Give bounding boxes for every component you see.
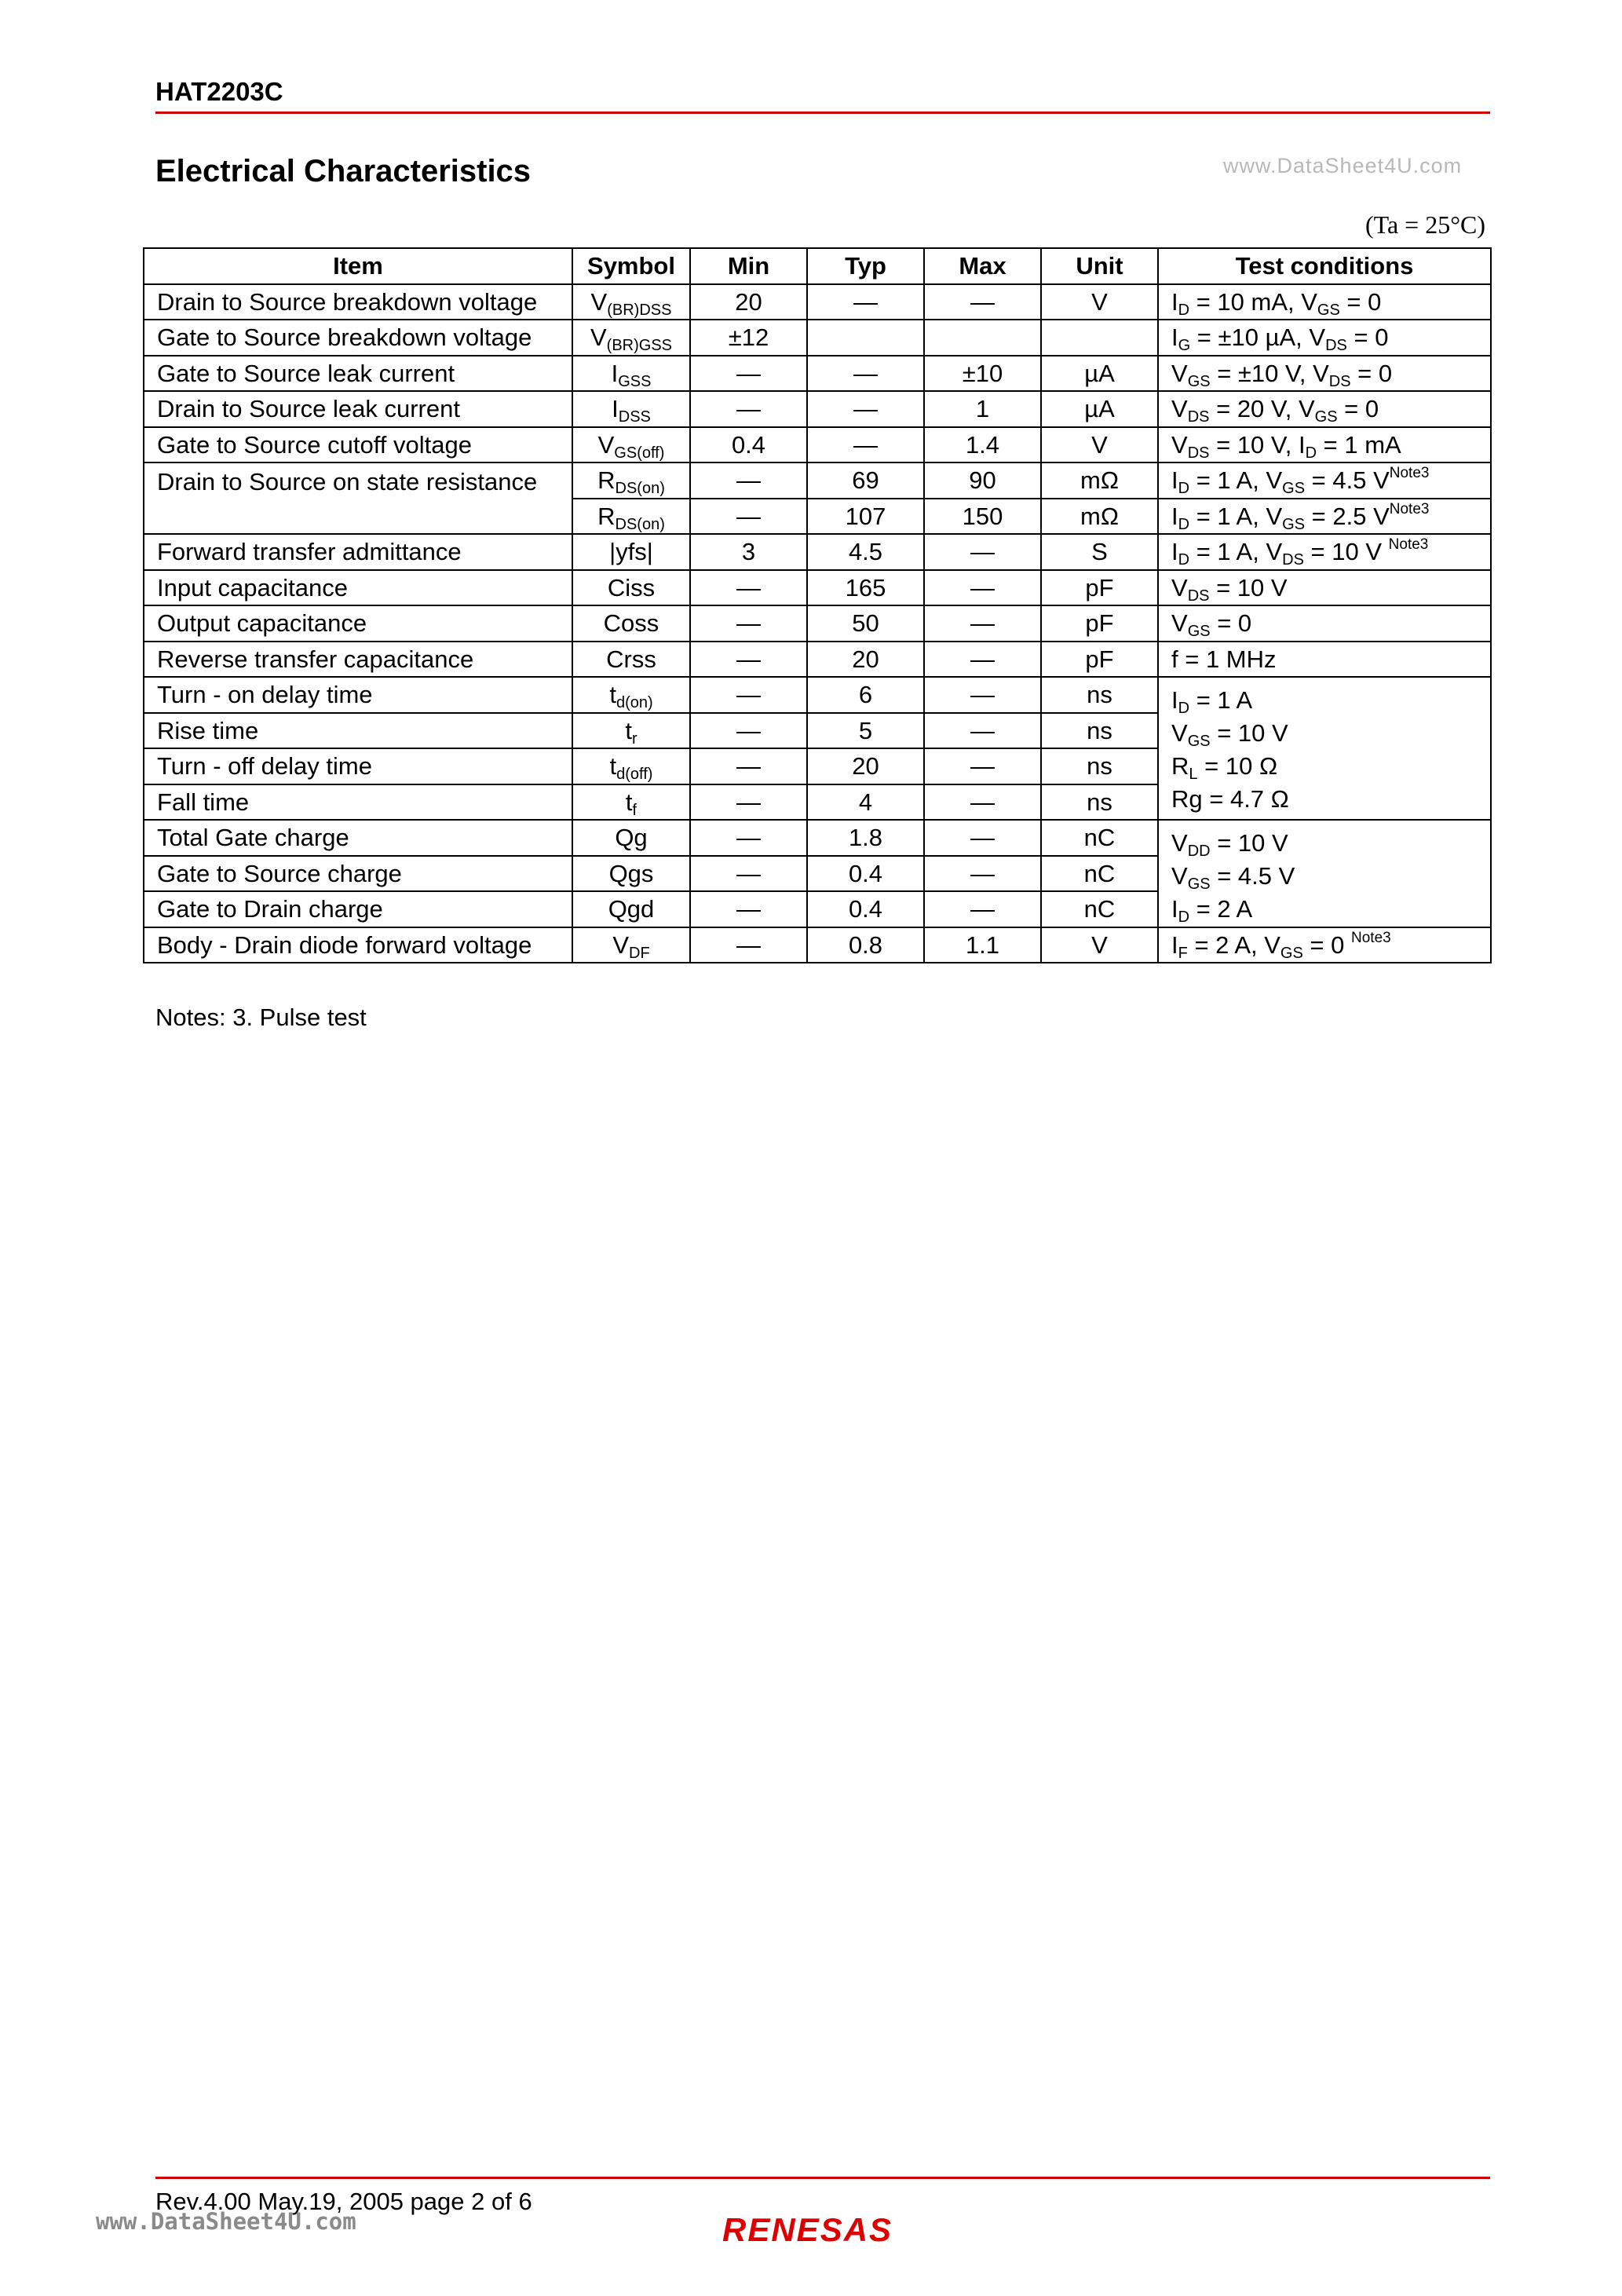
max-cell: 1.4 xyxy=(924,427,1041,463)
min-cell: 20 xyxy=(690,284,807,320)
min-cell: ±12 xyxy=(690,320,807,356)
max-cell: — xyxy=(924,713,1041,749)
symbol-subscript: GSS xyxy=(618,372,652,390)
condition-text: I xyxy=(1171,930,1178,959)
symbol-main: t xyxy=(625,788,633,816)
unit-cell: V xyxy=(1041,927,1158,963)
condition-line xyxy=(1171,783,1490,816)
condition-subscript: L xyxy=(1189,766,1198,783)
symbol-main: Qgs xyxy=(608,859,654,887)
unit-cell: V xyxy=(1041,284,1158,320)
max-cell: 1.1 xyxy=(924,927,1041,963)
min-cell: — xyxy=(690,856,807,892)
symbol-main: Ciss xyxy=(607,573,656,601)
item-cell: Drain to Source breakdown voltage xyxy=(144,284,572,320)
symbol-cell xyxy=(572,320,690,356)
column-header: Unit xyxy=(1041,248,1158,284)
unit-cell: S xyxy=(1041,534,1158,570)
symbol-subscript: (BR)DSS xyxy=(607,301,672,319)
condition-text: V xyxy=(1171,862,1188,890)
condition-subscript: DS xyxy=(1325,337,1347,355)
symbol-main: V xyxy=(597,430,615,459)
condition-text: V xyxy=(1171,573,1188,601)
symbol-cell xyxy=(572,784,690,821)
test-condition-cell xyxy=(1158,356,1491,392)
unit-cell: mΩ xyxy=(1041,499,1158,535)
note-reference: Note3 xyxy=(1351,929,1391,946)
condition-subscript: DS xyxy=(1187,587,1210,605)
condition-text: I xyxy=(1171,287,1178,316)
watermark-top: www.DataSheet4U.com xyxy=(1223,154,1463,177)
column-header: Max xyxy=(924,248,1041,284)
symbol-main: t xyxy=(609,752,617,781)
max-cell: 90 xyxy=(924,462,1041,499)
symbol-subscript: d(on) xyxy=(616,694,653,712)
symbol-cell xyxy=(572,820,690,856)
item-cell: Gate to Source cutoff voltage xyxy=(144,427,572,463)
table-row xyxy=(144,605,1491,642)
condition-text: V xyxy=(1171,395,1188,423)
item-cell: Fall time xyxy=(144,784,572,821)
symbol-main: Crss xyxy=(606,645,656,673)
typ-cell: 0.4 xyxy=(807,891,924,927)
condition-text: I xyxy=(1171,466,1178,495)
condition-text: V xyxy=(1171,609,1188,638)
condition-subscript: F xyxy=(1178,944,1188,962)
typ-cell: 20 xyxy=(807,642,924,678)
condition-text: = 0 xyxy=(1346,324,1389,352)
test-condition-cell xyxy=(1158,570,1491,606)
condition-subscript: D xyxy=(1305,444,1317,462)
unit-cell: pF xyxy=(1041,570,1158,606)
typ-cell: — xyxy=(807,391,924,427)
typ-cell: 50 xyxy=(807,605,924,642)
symbol-cell xyxy=(572,748,690,784)
condition-text: = 10 Ω xyxy=(1197,752,1278,780)
condition-line xyxy=(1171,893,1490,926)
min-cell: — xyxy=(690,391,807,427)
condition-text: = 10 V xyxy=(1303,538,1389,566)
item-cell: Reverse transfer capacitance xyxy=(144,642,572,678)
condition-text: = 2.5 V xyxy=(1305,502,1390,530)
condition-text: = 10 mA, V xyxy=(1189,287,1317,316)
condition-text: = ±10 V, V xyxy=(1210,359,1329,387)
condition-text: = 10 V xyxy=(1210,719,1288,747)
symbol-subscript: d(off) xyxy=(616,766,653,784)
condition-subscript: GS xyxy=(1187,372,1211,390)
symbol-cell xyxy=(572,284,690,320)
condition-subscript: D xyxy=(1178,700,1190,717)
condition-text: = 0 xyxy=(1339,287,1382,316)
typ-cell: 1.8 xyxy=(807,820,924,856)
min-cell: — xyxy=(690,462,807,499)
condition-subscript: D xyxy=(1178,909,1190,926)
symbol-main: t xyxy=(625,716,632,744)
table-row xyxy=(144,570,1491,606)
symbol-subscript: (BR)GSS xyxy=(606,337,673,355)
condition-line xyxy=(1171,684,1490,717)
typ-cell: 4.5 xyxy=(807,534,924,570)
condition-subscript: DS xyxy=(1282,551,1304,569)
unit-cell: ns xyxy=(1041,748,1158,784)
condition-text: = 1 A, V xyxy=(1189,538,1283,566)
condition-text: = 0 xyxy=(1350,359,1393,387)
symbol-subscript: f xyxy=(632,801,637,819)
symbol-cell xyxy=(572,713,690,749)
max-cell: 1 xyxy=(924,391,1041,427)
test-condition-cell xyxy=(1158,820,1491,927)
typ-cell: 0.8 xyxy=(807,927,924,963)
symbol-main: |yfs| xyxy=(609,538,653,566)
watermark-bottom: www.DataSheet4U.com xyxy=(96,2208,356,2235)
condition-subscript: GS xyxy=(1187,733,1211,750)
unit-cell: ns xyxy=(1041,677,1158,713)
item-cell: Gate to Source charge xyxy=(144,856,572,892)
condition-text: = 10 V, I xyxy=(1209,430,1306,459)
unit-cell: ns xyxy=(1041,713,1158,749)
item-cell: Rise time xyxy=(144,713,572,749)
min-cell: — xyxy=(690,605,807,642)
condition-text: = 0 xyxy=(1210,609,1252,638)
unit-cell: nC xyxy=(1041,891,1158,927)
table-row xyxy=(144,391,1491,427)
condition-text: = 1 A xyxy=(1189,686,1253,714)
condition-subscript: GS xyxy=(1317,301,1340,319)
symbol-cell xyxy=(572,391,690,427)
min-cell: — xyxy=(690,642,807,678)
column-header: Item xyxy=(144,248,572,284)
condition-subscript: G xyxy=(1178,337,1191,355)
table-row xyxy=(144,927,1491,963)
condition-text: = 0 xyxy=(1302,930,1351,959)
symbol-main: R xyxy=(597,502,616,530)
condition-text: = 20 V, V xyxy=(1209,395,1315,423)
item-cell: Drain to Source on state resistance xyxy=(144,462,572,534)
symbol-main: V xyxy=(590,287,608,316)
item-cell: Turn - off delay time xyxy=(144,748,572,784)
max-cell: — xyxy=(924,784,1041,821)
symbol-cell xyxy=(572,462,690,499)
condition-subscript: GS xyxy=(1187,623,1211,641)
condition-text: I xyxy=(1171,324,1178,352)
table-row xyxy=(144,284,1491,320)
item-cell: Gate to Source leak current xyxy=(144,356,572,392)
symbol-main: t xyxy=(609,681,616,709)
condition-text: = 1 A, V xyxy=(1189,466,1283,495)
condition-text: = 4.5 V xyxy=(1305,466,1390,495)
item-cell: Body - Drain diode forward voltage xyxy=(144,927,572,963)
item-cell: Forward transfer admittance xyxy=(144,534,572,570)
test-condition-cell xyxy=(1158,927,1491,963)
typ-cell: 165 xyxy=(807,570,924,606)
table-row xyxy=(144,677,1491,713)
symbol-main: I xyxy=(612,395,619,423)
min-cell: — xyxy=(690,784,807,821)
footer-rule xyxy=(155,2177,1490,2179)
condition-text: = 2 A, V xyxy=(1187,930,1280,959)
test-condition-cell xyxy=(1158,642,1491,678)
symbol-main: Qgd xyxy=(608,895,655,923)
condition-text: = 2 A xyxy=(1189,895,1253,923)
condition-text: V xyxy=(1171,829,1188,857)
min-cell: — xyxy=(690,499,807,535)
symbol-subscript: DSS xyxy=(618,408,651,426)
item-cell: Turn - on delay time xyxy=(144,677,572,713)
min-cell: 0.4 xyxy=(690,427,807,463)
header-rule xyxy=(155,112,1490,114)
symbol-cell xyxy=(572,642,690,678)
test-condition-cell xyxy=(1158,320,1491,356)
condition-subscript: DD xyxy=(1187,843,1211,860)
typ-cell: 107 xyxy=(807,499,924,535)
max-cell: — xyxy=(924,856,1041,892)
item-cell: Gate to Drain charge xyxy=(144,891,572,927)
typ-cell xyxy=(807,320,924,356)
unit-cell: mΩ xyxy=(1041,462,1158,499)
max-cell: ±10 xyxy=(924,356,1041,392)
condition-line xyxy=(1171,717,1490,750)
symbol-cell xyxy=(572,570,690,606)
max-cell: — xyxy=(924,642,1041,678)
symbol-cell xyxy=(572,856,690,892)
min-cell: 3 xyxy=(690,534,807,570)
unit-cell: pF xyxy=(1041,642,1158,678)
test-condition-cell xyxy=(1158,462,1491,499)
symbol-cell xyxy=(572,605,690,642)
symbol-main: V xyxy=(590,324,607,352)
typ-cell: 20 xyxy=(807,748,924,784)
test-condition-cell xyxy=(1158,677,1491,820)
condition-subscript: D xyxy=(1178,301,1190,319)
min-cell: — xyxy=(690,356,807,392)
condition-text: V xyxy=(1171,719,1188,747)
typ-cell: — xyxy=(807,356,924,392)
unit-cell: nC xyxy=(1041,856,1158,892)
document-id: HAT2203C xyxy=(155,77,283,106)
condition-subscript: D xyxy=(1178,480,1190,498)
max-cell: — xyxy=(924,534,1041,570)
condition-subscript: GS xyxy=(1282,480,1306,498)
condition-line xyxy=(1171,860,1490,893)
renesas-logo: RENESAS xyxy=(722,2211,893,2248)
test-condition-cell xyxy=(1158,534,1491,570)
min-cell: — xyxy=(690,570,807,606)
unit-cell: µA xyxy=(1041,391,1158,427)
condition-text: I xyxy=(1171,538,1178,566)
item-cell: Input capacitance xyxy=(144,570,572,606)
max-cell: — xyxy=(924,677,1041,713)
unit-cell: nC xyxy=(1041,820,1158,856)
column-header: Symbol xyxy=(572,248,690,284)
item-cell: Gate to Source breakdown voltage xyxy=(144,320,572,356)
condition-text: = 1 mA xyxy=(1317,430,1401,459)
table-row xyxy=(144,534,1491,570)
unit-cell: ns xyxy=(1041,784,1158,821)
typ-cell: 0.4 xyxy=(807,856,924,892)
item-cell: Total Gate charge xyxy=(144,820,572,856)
unit-cell: µA xyxy=(1041,356,1158,392)
revision-info: Rev.4.00 May.19, 2005 page 2 of 6 xyxy=(155,2188,532,2215)
condition-subscript: D xyxy=(1178,515,1190,533)
symbol-subscript: DS(on) xyxy=(615,480,665,498)
test-condition-cell xyxy=(1158,499,1491,535)
typ-cell: 6 xyxy=(807,677,924,713)
max-cell xyxy=(924,320,1041,356)
max-cell: — xyxy=(924,820,1041,856)
symbol-main: R xyxy=(597,466,616,495)
condition-text: Rg = 4.7 Ω xyxy=(1171,785,1289,813)
condition-subscript: GS xyxy=(1282,515,1306,533)
condition-subscript: DS xyxy=(1187,444,1210,462)
table-row xyxy=(144,427,1491,463)
item-cell: Output capacitance xyxy=(144,605,572,642)
condition-text: = 0 xyxy=(1337,395,1379,423)
column-header: Typ xyxy=(807,248,924,284)
symbol-main: I xyxy=(611,359,619,387)
symbol-subscript: r xyxy=(631,729,637,748)
symbol-subscript: DF xyxy=(629,944,650,962)
condition-text: f = 1 MHz xyxy=(1171,645,1277,673)
max-cell: — xyxy=(924,891,1041,927)
item-cell: Drain to Source leak current xyxy=(144,391,572,427)
min-cell: — xyxy=(690,927,807,963)
min-cell: — xyxy=(690,891,807,927)
condition-subscript: D xyxy=(1178,551,1190,569)
symbol-cell xyxy=(572,534,690,570)
unit-cell xyxy=(1041,320,1158,356)
typ-cell: 5 xyxy=(807,713,924,749)
symbol-main: Coss xyxy=(603,609,659,638)
column-header: Test conditions xyxy=(1158,248,1491,284)
symbol-main: V xyxy=(612,930,629,959)
note-reference: Note3 xyxy=(1388,536,1429,554)
condition-text: = 10 V xyxy=(1209,573,1288,601)
condition-text: = 4.5 V xyxy=(1210,862,1295,890)
note-reference: Note3 xyxy=(1389,500,1430,517)
symbol-cell xyxy=(572,427,690,463)
electrical-characteristics-table xyxy=(143,247,1492,963)
typ-cell: — xyxy=(807,427,924,463)
max-cell: — xyxy=(924,748,1041,784)
test-condition-cell xyxy=(1158,391,1491,427)
table-row xyxy=(144,462,1491,499)
symbol-main: Qg xyxy=(615,824,648,852)
condition-subscript: GS xyxy=(1187,876,1211,893)
condition-line xyxy=(1171,827,1490,860)
symbol-subscript: GS(off) xyxy=(614,444,665,462)
test-condition-cell xyxy=(1158,605,1491,642)
symbol-subscript: DS(on) xyxy=(615,515,665,533)
table-row xyxy=(144,820,1491,856)
condition-text: = 1 A, V xyxy=(1189,502,1283,530)
symbol-cell xyxy=(572,927,690,963)
min-cell: — xyxy=(690,713,807,749)
max-cell: 150 xyxy=(924,499,1041,535)
min-cell: — xyxy=(690,820,807,856)
typ-cell: 4 xyxy=(807,784,924,821)
notes: Notes: 3. Pulse test xyxy=(155,1004,367,1031)
max-cell: — xyxy=(924,605,1041,642)
typ-cell: — xyxy=(807,284,924,320)
table-row xyxy=(144,356,1491,392)
condition-text: V xyxy=(1171,359,1188,387)
condition-subscript: DS xyxy=(1187,408,1210,426)
condition-text: I xyxy=(1171,895,1178,923)
condition-text: R xyxy=(1171,752,1189,780)
symbol-cell xyxy=(572,356,690,392)
condition-subscript: GS xyxy=(1314,408,1338,426)
condition-text: I xyxy=(1171,502,1178,530)
condition-text: = ±10 µA, V xyxy=(1190,324,1326,352)
max-cell: — xyxy=(924,284,1041,320)
condition-line xyxy=(1171,750,1490,783)
typ-cell: 69 xyxy=(807,462,924,499)
condition-text: V xyxy=(1171,430,1188,459)
condition-subscript: GS xyxy=(1280,944,1303,962)
table-row xyxy=(144,320,1491,356)
min-cell: — xyxy=(690,748,807,784)
symbol-cell xyxy=(572,677,690,713)
symbol-cell xyxy=(572,499,690,535)
column-header: Min xyxy=(690,248,807,284)
ambient-condition: (Ta = 25°C) xyxy=(1364,210,1485,239)
condition-text: I xyxy=(1171,686,1178,714)
test-condition-cell xyxy=(1158,427,1491,463)
condition-text: = 10 V xyxy=(1210,829,1288,857)
test-condition-cell xyxy=(1158,284,1491,320)
condition-subscript: DS xyxy=(1328,372,1351,390)
symbol-cell xyxy=(572,891,690,927)
max-cell: — xyxy=(924,570,1041,606)
table-row xyxy=(144,642,1491,678)
unit-cell: pF xyxy=(1041,605,1158,642)
table-header-row xyxy=(144,248,1491,284)
note-reference: Note3 xyxy=(1389,465,1430,482)
section-title: Electrical Characteristics xyxy=(155,154,532,188)
min-cell: — xyxy=(690,677,807,713)
unit-cell: V xyxy=(1041,427,1158,463)
